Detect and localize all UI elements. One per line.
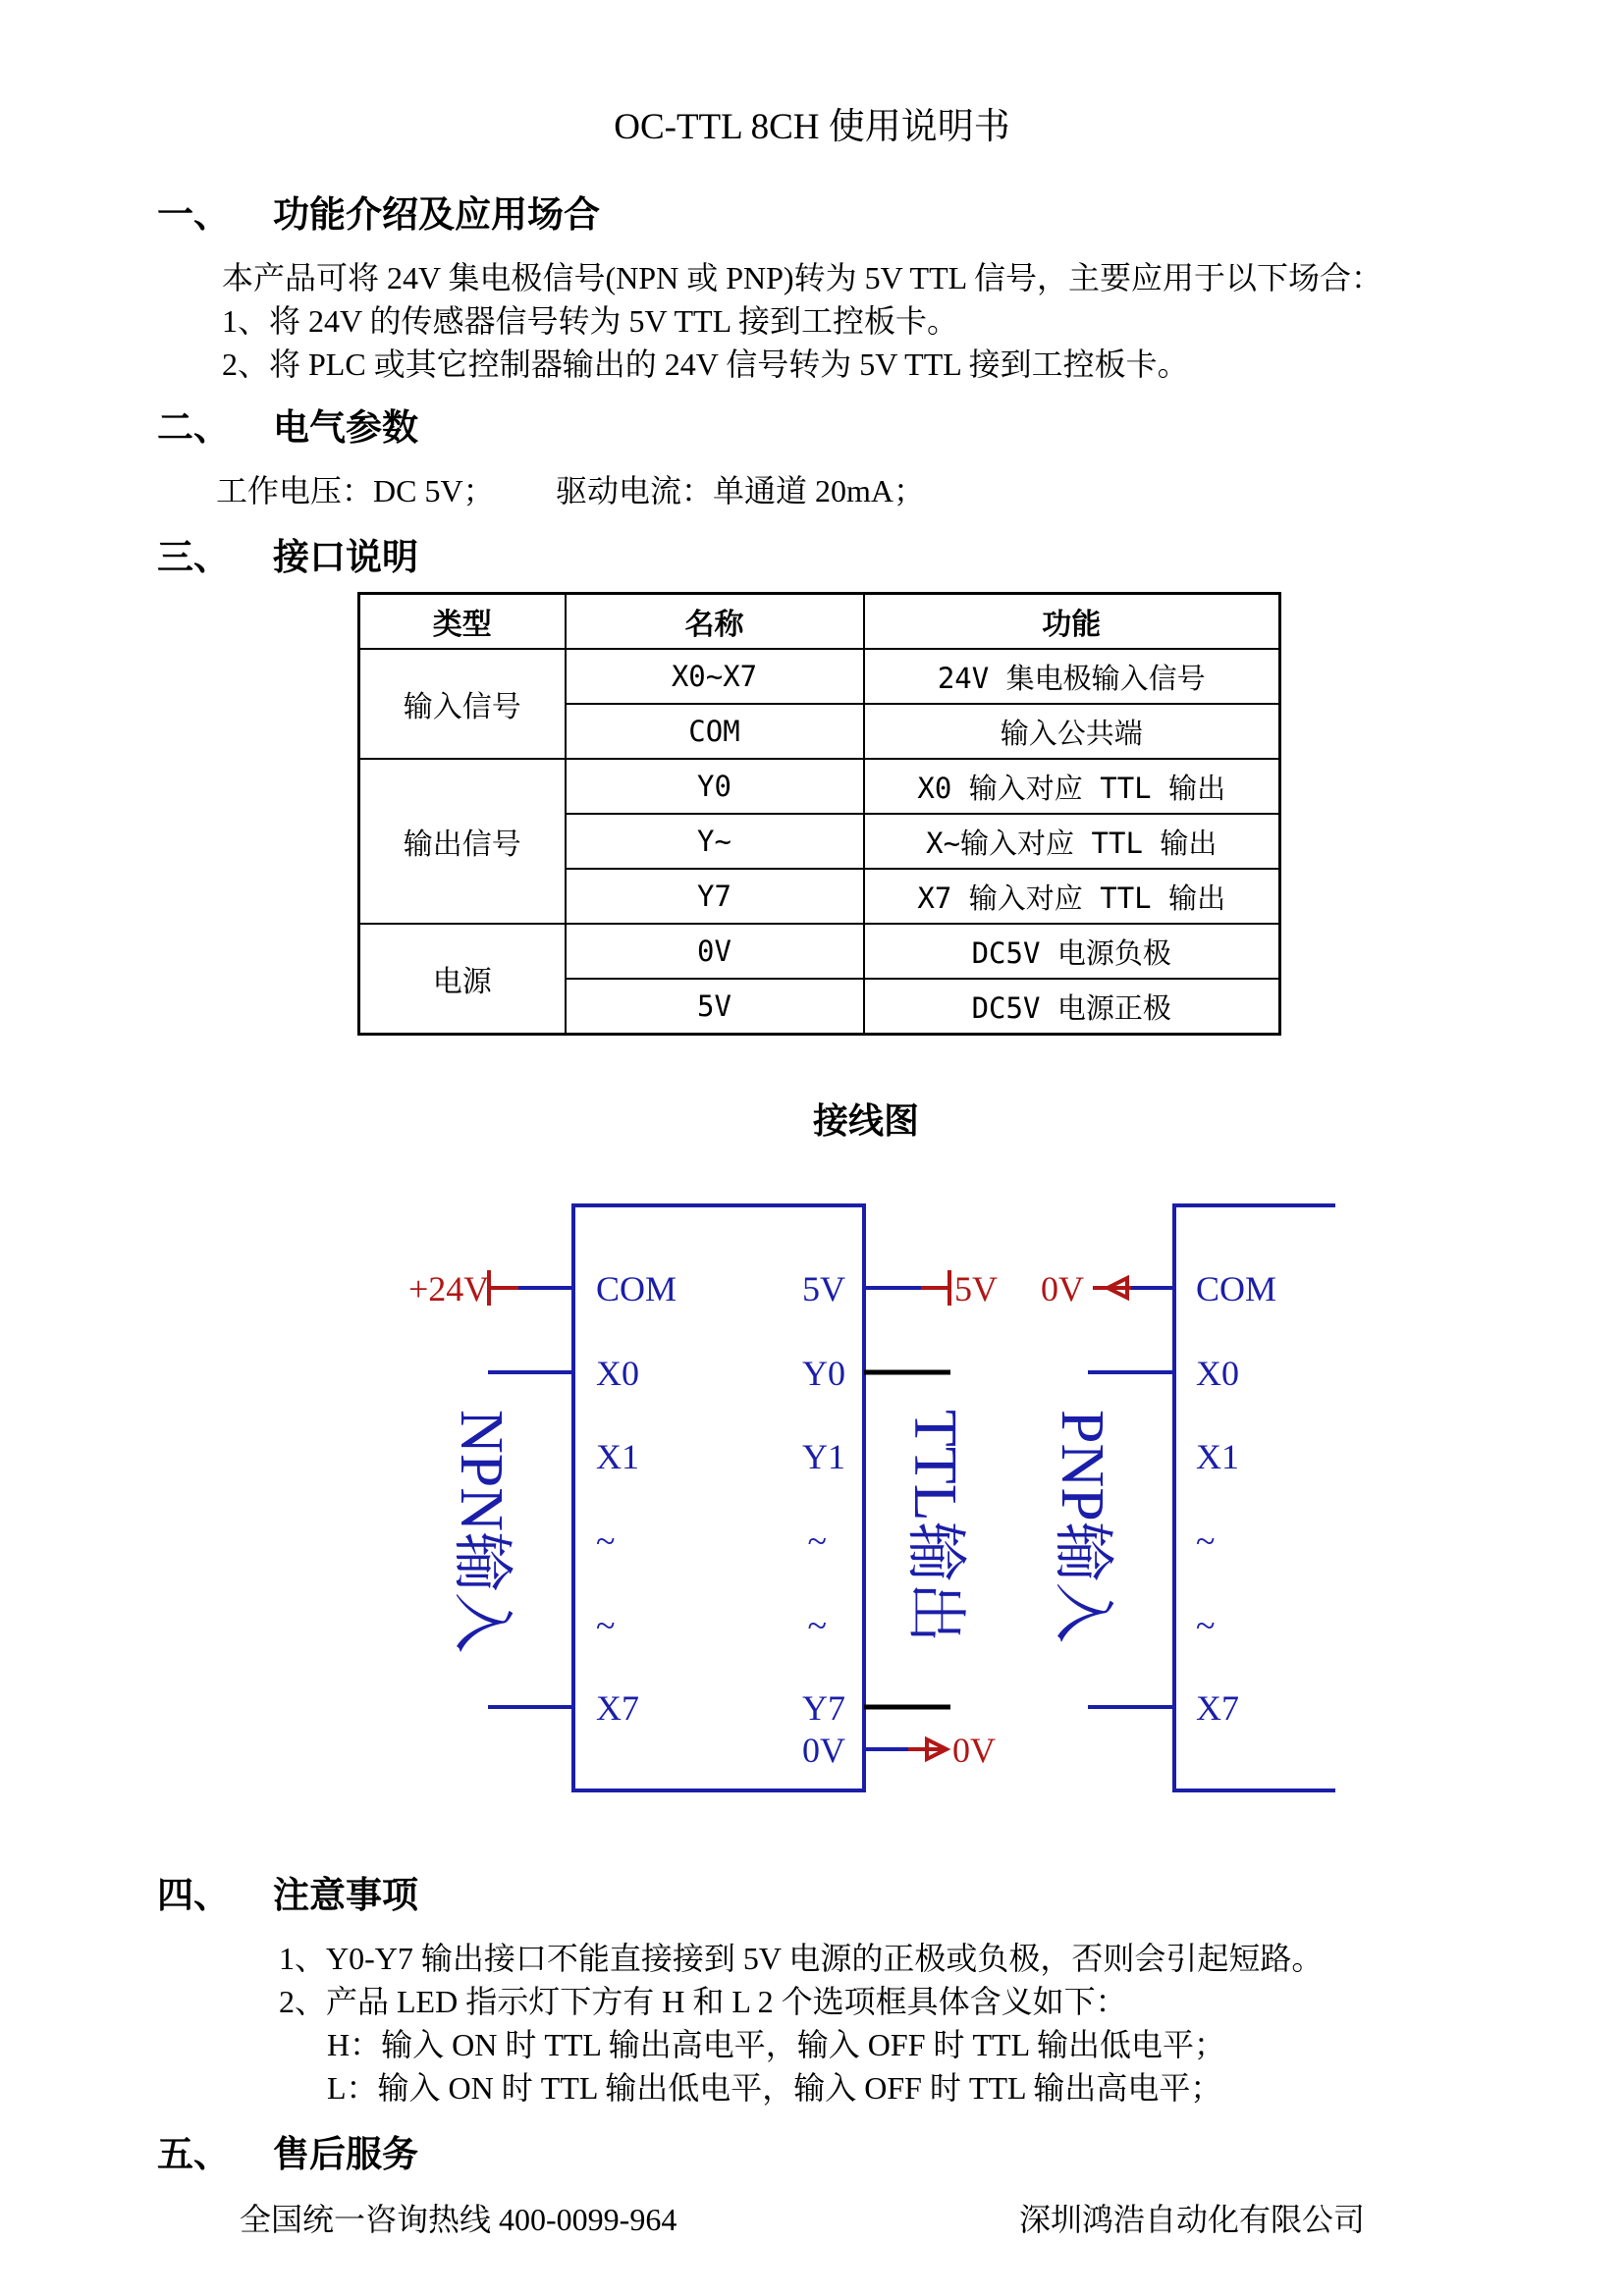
service-hotline: 全国统一咨询热线 400-0099-964	[240, 2202, 677, 2237]
pnp-pin-x7: X7	[1196, 1688, 1239, 1728]
pnp-pin-com: COM	[1196, 1269, 1277, 1308]
cell-function: 24V 集电极输入信号	[864, 649, 1280, 704]
note-line-2: 2、产品 LED 指示灯下方有 H 和 L 2 个选项框具体含义如下：	[279, 1984, 1127, 2019]
pin-y1: Y1	[802, 1437, 845, 1476]
pin-y-tilde-2: ~	[807, 1606, 827, 1645]
section-2-title: 电气参数	[273, 406, 418, 449]
cell-name: 0V	[566, 924, 864, 979]
section-1-title: 功能介绍及应用场合	[273, 193, 600, 236]
pin-y0: Y0	[802, 1354, 845, 1393]
pnp-pin-x1: X1	[1196, 1437, 1239, 1476]
section-4-number: 四、	[157, 1874, 230, 1916]
section-2-number: 二、	[157, 406, 230, 449]
param-current: 驱动电流：单通道 20mA；	[556, 473, 926, 508]
cell-name: Y0	[566, 759, 864, 814]
label-pnp-0v: 0V	[1041, 1269, 1084, 1308]
document-title: OC-TTL 8CH 使用说明书	[614, 107, 1010, 147]
section-3-number: 三、	[157, 536, 230, 578]
cell-function: X~输入对应 TTL 输出	[864, 814, 1280, 869]
section-4-title: 注意事项	[273, 1874, 418, 1916]
pin-0v: 0V	[802, 1731, 845, 1770]
section-5-number: 五、	[157, 2133, 230, 2175]
pnp-pin-tilde-2: ~	[1196, 1606, 1216, 1645]
label-24v: +24V	[408, 1269, 490, 1308]
cell-function: X0 输入对应 TTL 输出	[864, 759, 1280, 814]
pin-x-tilde-1: ~	[596, 1522, 616, 1561]
pin-x1: X1	[596, 1437, 639, 1476]
pin-com: COM	[596, 1269, 677, 1308]
pnp-input-label: PNP输入	[1049, 1410, 1115, 1643]
service-company: 深圳鸿浩自动化有限公司	[1019, 2202, 1366, 2237]
cell-name: Y~	[566, 814, 864, 869]
note-line-3: H：输入 ON 时 TTL 输出高电平，输入 OFF 时 TTL 输出低电平；	[327, 2027, 1225, 2062]
pnp-pin-x0: X0	[1196, 1354, 1239, 1393]
pin-y7: Y7	[802, 1688, 845, 1728]
group-input: 输入信号	[359, 649, 566, 759]
header-name: 名称	[566, 594, 864, 650]
wiring-diagram-title: 接线图	[812, 1101, 919, 1142]
note-line-1: 1、Y0-Y7 输出接口不能直接接到 5V 电源的正极或负极，否则会引起短路。	[279, 1941, 1324, 1976]
cell-name: 5V	[566, 979, 864, 1035]
group-output: 输出信号	[359, 759, 566, 924]
param-voltage: 工作电压：DC 5V；	[216, 473, 495, 508]
label-out-0v: 0V	[952, 1731, 996, 1770]
cell-function: DC5V 电源正极	[864, 979, 1280, 1035]
ttl-output-label: TTL输出	[901, 1410, 968, 1643]
pin-x-tilde-2: ~	[596, 1606, 616, 1645]
header-function: 功能	[864, 594, 1280, 650]
cell-name: X0~X7	[566, 649, 864, 704]
note-line-4: L：输入 ON 时 TTL 输出低电平，输入 OFF 时 TTL 输出高电平；	[327, 2070, 1222, 2106]
cell-name: Y7	[566, 869, 864, 924]
cell-name: COM	[566, 704, 864, 759]
cell-function: DC5V 电源负极	[864, 924, 1280, 979]
pin-x0: X0	[596, 1354, 639, 1393]
cell-function: X7 输入对应 TTL 输出	[864, 869, 1280, 924]
label-5v: 5V	[954, 1269, 998, 1308]
intro-line-1: 本产品可将 24V 集电极信号(NPN 或 PNP)转为 5V TTL 信号，主要应用于以下场合：	[222, 260, 1382, 295]
section-1-number: 一、	[157, 193, 230, 236]
npn-input-label: NPN输入	[448, 1410, 514, 1654]
pin-x7: X7	[596, 1688, 639, 1728]
cell-function: 输入公共端	[864, 704, 1280, 759]
section-3-title: 接口说明	[273, 536, 418, 578]
group-power: 电源	[359, 924, 566, 1035]
pnp-pin-tilde-1: ~	[1196, 1522, 1216, 1561]
header-type: 类型	[359, 594, 566, 650]
intro-line-3: 2、将 PLC 或其它控制器输出的 24V 信号转为 5V TTL 接到工控板卡。	[222, 347, 1189, 382]
intro-line-2: 1、将 24V 的传感器信号转为 5V TTL 接到工控板卡。	[222, 303, 958, 339]
pin-5v: 5V	[802, 1269, 845, 1308]
section-5-title: 售后服务	[273, 2133, 418, 2175]
pin-y-tilde-1: ~	[807, 1522, 827, 1561]
